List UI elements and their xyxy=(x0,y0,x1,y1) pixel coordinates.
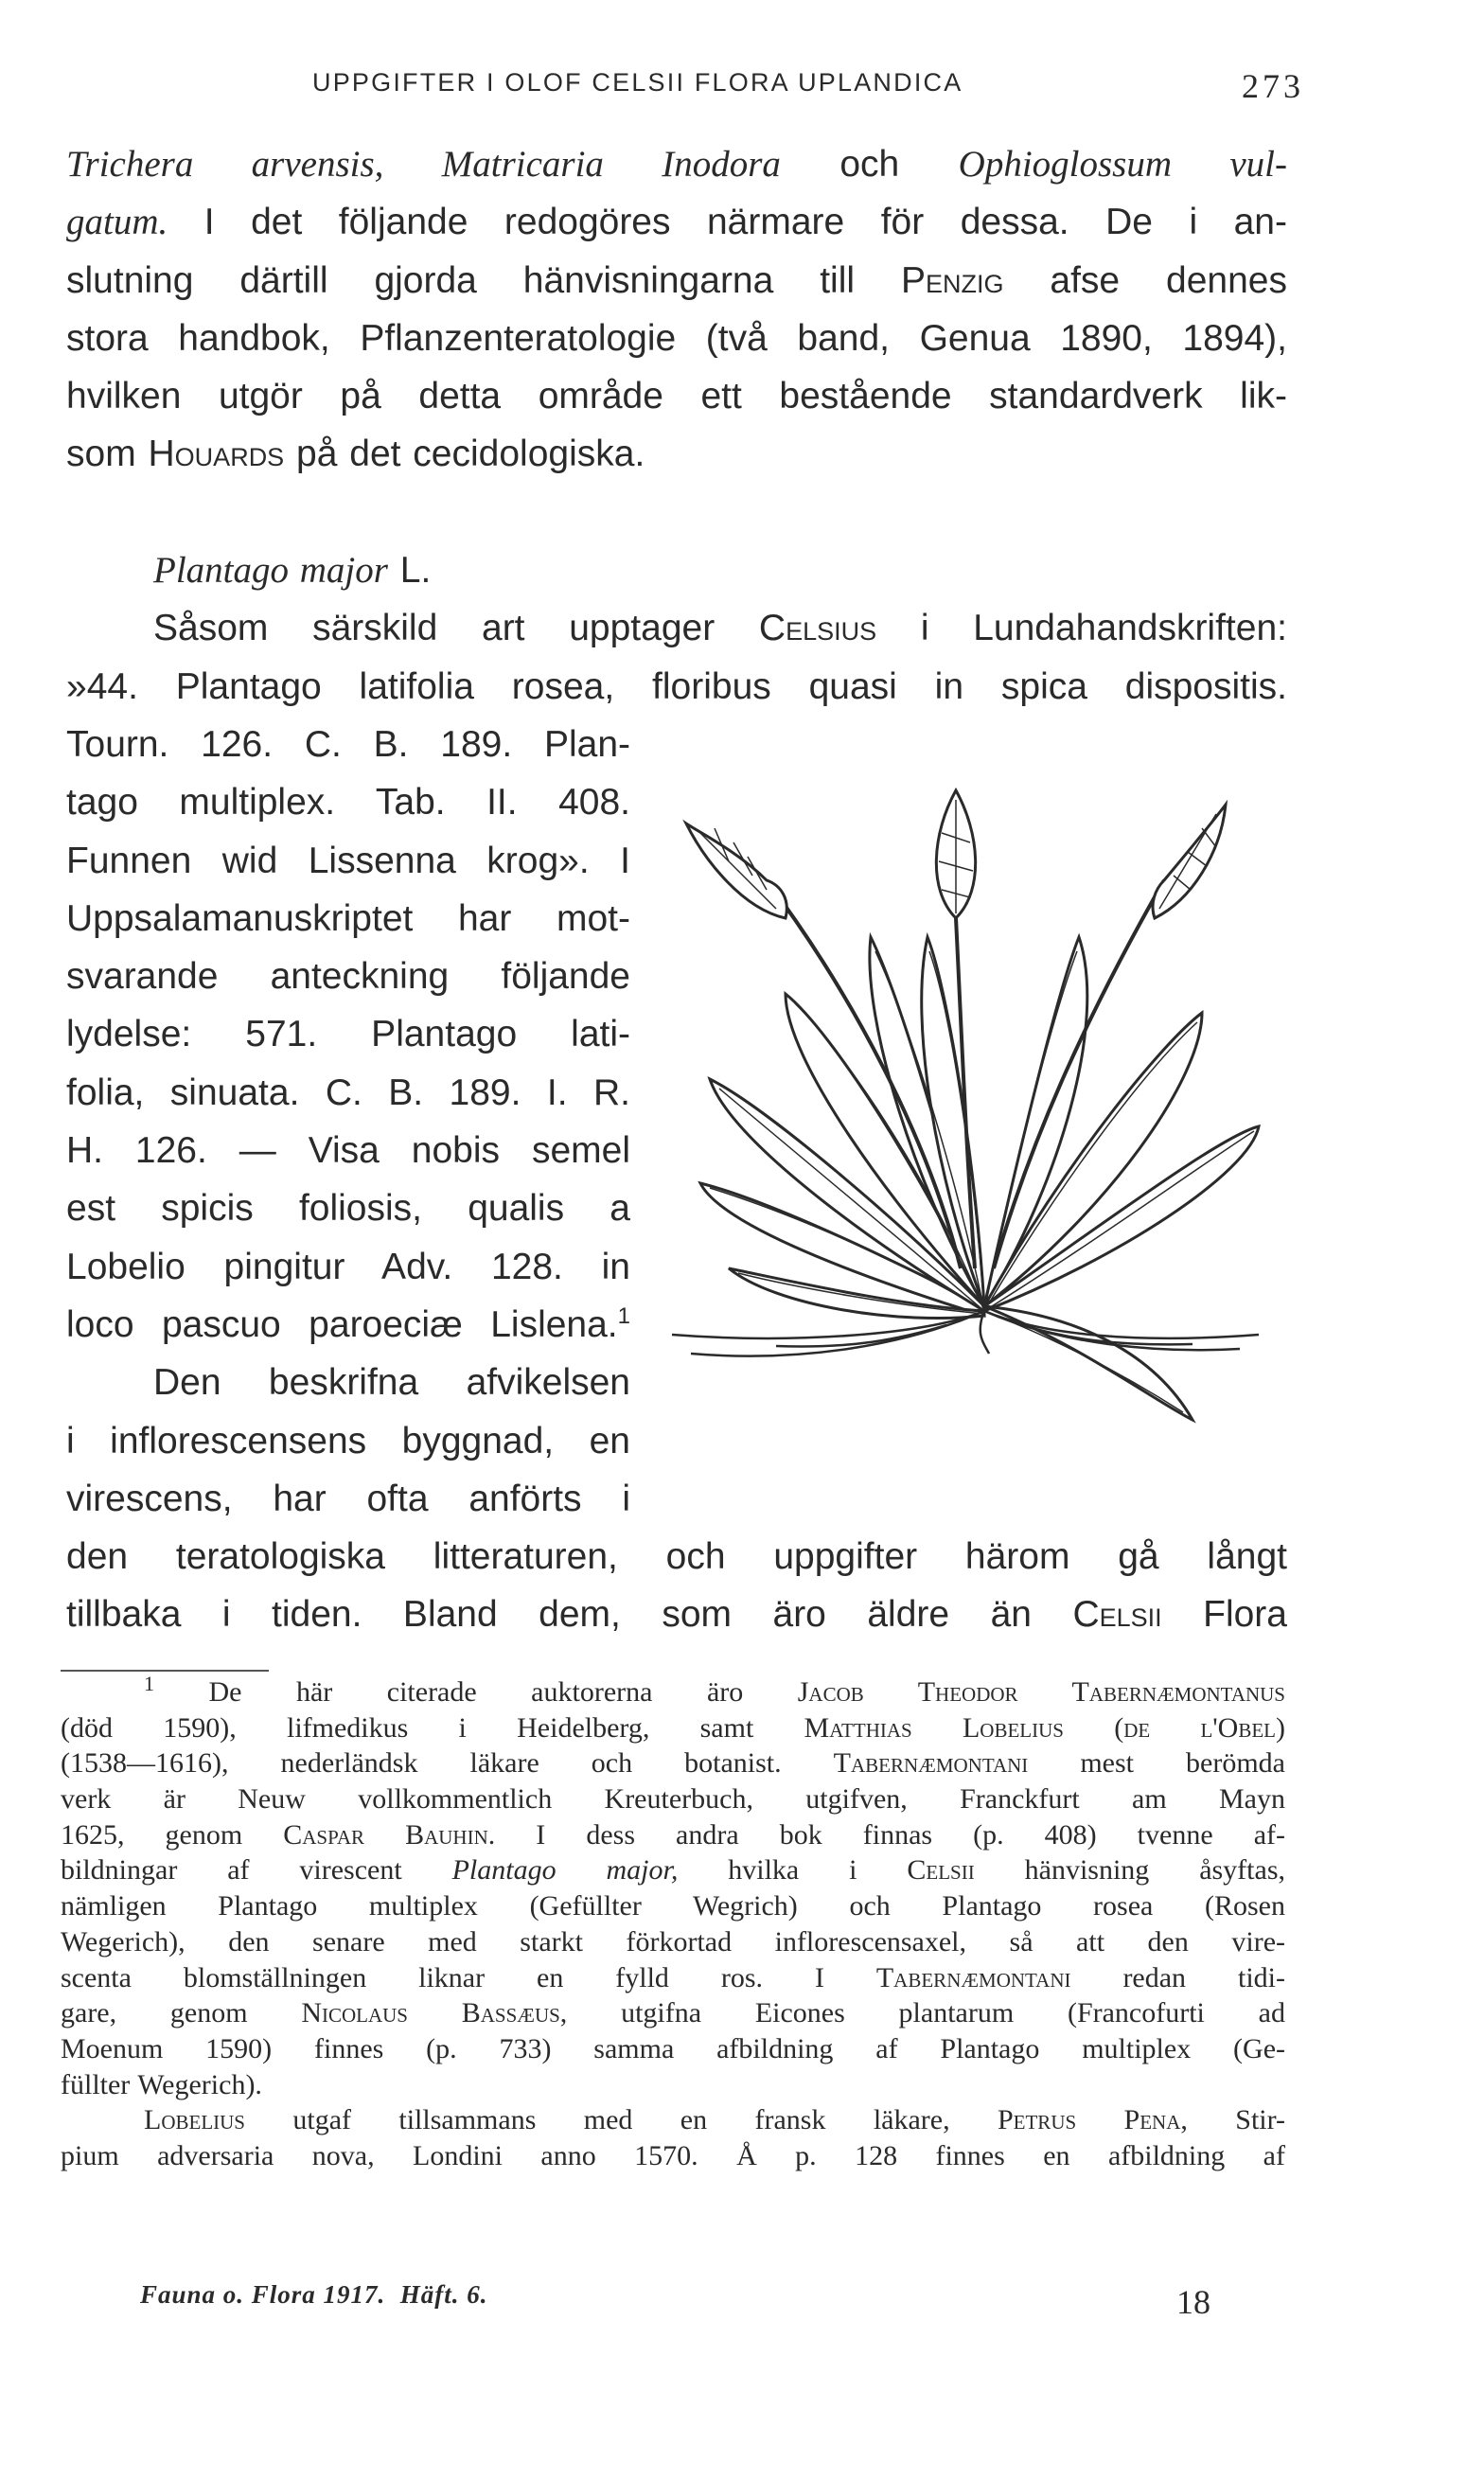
author-name: Celsii xyxy=(1072,1594,1162,1636)
plantago-woodcut-drawing xyxy=(662,776,1306,1458)
text-span: I det följande redogöres närmare för dessa. De i an- xyxy=(168,202,1287,243)
text-span: 1625, genom xyxy=(61,1818,284,1851)
author-name: Jacob Theodor Tabernæmontanus xyxy=(797,1676,1285,1708)
text-span: mest berömda xyxy=(1028,1747,1285,1780)
footnote-line: nämligen Plantago multiplex (Gefüllter Wegrich) och Plantago rosea (Rosen xyxy=(61,1890,1285,1922)
text-span: i Lundahandskriften: xyxy=(876,608,1287,649)
text-line: tago multiplex. Tab. II. 408. xyxy=(66,782,630,824)
journal-footer: Fauna o. Flora 1917. Häft. 6. xyxy=(140,2280,488,2309)
text-span: (död 1590), lifmedikus i Heidelberg, samt xyxy=(61,1711,804,1744)
text-line: hvilken utgör på detta område ett bestående standardverk lik- xyxy=(66,376,1287,417)
text-line xyxy=(66,1296,630,1354)
page-number: 273 xyxy=(1242,67,1304,105)
text-span: utgifna Eicones plantarum (Francofurti ad xyxy=(567,1997,1285,2029)
footnote-rule xyxy=(61,1670,269,1672)
text-line: stora handbok, Pflanzenteratologie (två band, Genua 1890, 1894), xyxy=(66,317,1287,359)
author-name: Penzig xyxy=(900,259,1004,301)
author-name: Nicolaus Bassæus, xyxy=(301,1997,568,2029)
text-line: H. 126. — Visa nobis semel xyxy=(66,1130,630,1172)
footnote-line xyxy=(61,1960,1285,1996)
text-line xyxy=(66,599,1287,657)
footnote-line xyxy=(61,1674,1285,1710)
footnote-line xyxy=(61,1817,1285,1853)
text-span: som xyxy=(66,434,149,475)
text-line: svarande anteckning följande xyxy=(66,956,630,998)
text-line: lydelse: 571. Plantago lati- xyxy=(66,1014,630,1055)
species-name: Plantago major, xyxy=(451,1854,679,1887)
text-line: i inflorescensens byggnad, en xyxy=(66,1420,630,1461)
footnote-line: Moenum 1590) finnes (p. 733) samma afbildning af Plantago multiplex (Ge- xyxy=(61,2032,1285,2064)
text-line xyxy=(66,135,1287,193)
text-line: Den beskrifna afvikelsen xyxy=(153,1362,630,1404)
text-span: Stir- xyxy=(1187,2104,1285,2136)
text-line-spacer xyxy=(66,484,1287,541)
text-line xyxy=(66,1585,1287,1643)
text-span: gare, genom xyxy=(61,1997,302,2029)
text-span: hänvisning åsyftas, xyxy=(974,1854,1285,1887)
author-name: Petrus Pena, xyxy=(997,2104,1188,2136)
footnote-line xyxy=(61,2102,1285,2138)
species-heading xyxy=(66,541,1287,599)
text-span: hvilka i xyxy=(678,1854,908,1887)
text-span: loco pascuo paroeciæ Lislena. xyxy=(66,1303,618,1345)
text-line: Tourn. 126. C. B. 189. Plan- xyxy=(66,723,630,765)
footnote-line xyxy=(61,1995,1285,2031)
footnotes xyxy=(61,1674,1285,2174)
footnote-line: pium adversaria nova, Londini anno 1570. Å p. 128 finnes en afbildning af xyxy=(61,2139,1285,2171)
footnote-line xyxy=(61,1852,1285,1888)
text-span: afse dennes xyxy=(1003,259,1287,301)
signature-mark: 18 xyxy=(1176,2283,1210,2321)
species-name: Ophioglossum vul- xyxy=(958,144,1287,185)
text-line: virescens, har ofta anförts i xyxy=(66,1478,630,1519)
author-name: Caspar Bauhin. xyxy=(283,1818,496,1851)
text-span: De här citerade auktorerna äro xyxy=(154,1676,798,1708)
text-line: Lobelio pingitur Adv. 128. in xyxy=(66,1246,630,1287)
text-span: Såsom särskild art upptager xyxy=(153,608,759,649)
text-line: Funnen wid Lissenna krog». I xyxy=(66,840,630,881)
text-line: den teratologiska litteraturen, och uppgifter härom gå långt xyxy=(66,1536,1287,1578)
text-span: tillbaka i tiden. Bland dem, som äro äldre än xyxy=(66,1594,1073,1636)
footnote-line xyxy=(61,1710,1285,1746)
text-span: scenta blomställningen liknar en fylld ros. I xyxy=(61,1961,876,1993)
footnote-line xyxy=(61,1745,1285,1781)
footnote-line: füllter Wegerich). xyxy=(61,2068,262,2100)
text-span: slutning därtill gjorda hänvisningarna till xyxy=(66,259,901,301)
author-name: Tabernæmontani xyxy=(833,1747,1029,1780)
text-span: redan tidi- xyxy=(1070,1961,1285,1993)
heading-author: L. xyxy=(387,550,432,592)
footnote-line: Wegerich), den senare med starkt förkortad inflorescensaxel, så att den vire- xyxy=(61,1925,1285,1957)
author-name: Houards xyxy=(148,434,285,475)
footnote-number: 1 xyxy=(144,1674,154,1695)
text-span: bildningar af virescent xyxy=(61,1854,452,1887)
author-name: Matthias Lobelius (de l'Obel) xyxy=(804,1711,1285,1744)
text-span: och xyxy=(780,144,959,185)
author-name: Tabernæmontani xyxy=(875,1961,1071,1993)
text-line: »44. Plantago latifolia rosea, floribus quasi in spica dispositis. xyxy=(66,665,1287,707)
text-line: Uppsalamanuskriptet har mot- xyxy=(66,897,630,939)
running-head: UPPGIFTER I OLOF CELSII FLORA UPLANDICA xyxy=(312,68,963,97)
text-span: I dess andra bok finnas (p. 408) tvenne af- xyxy=(495,1818,1285,1851)
text-span: (1538—1616), nederländsk läkare och botanist. xyxy=(61,1747,834,1780)
plantago-illustration xyxy=(662,776,1306,1458)
text-span: Flora xyxy=(1161,1594,1287,1636)
text-span: på det cecidologiska. xyxy=(284,434,645,475)
author-name: Lobelius xyxy=(144,2104,245,2136)
text-line xyxy=(66,252,1287,310)
author-name: Celsius xyxy=(758,608,877,649)
text-span: utgaf tillsammans med en fransk läkare, xyxy=(245,2104,998,2136)
text-line: folia, sinuata. C. B. 189. I. R. xyxy=(66,1072,630,1113)
species-name: gatum. xyxy=(66,202,168,243)
footnote-reference[interactable]: 1 xyxy=(617,1302,630,1329)
heading-species: Plantago major xyxy=(153,550,388,592)
author-name: Celsii xyxy=(907,1854,975,1887)
text-line xyxy=(66,193,1287,251)
species-names: Trichera arvensis, Matricaria Inodora xyxy=(66,144,781,185)
text-line xyxy=(66,425,1287,483)
text-line: est spicis foliosis, qualis a xyxy=(66,1188,630,1230)
footnote-line: verk är Neuw vollkommentlich Kreuterbuch, utgifven, Franckfurt am Mayn xyxy=(61,1783,1285,1816)
